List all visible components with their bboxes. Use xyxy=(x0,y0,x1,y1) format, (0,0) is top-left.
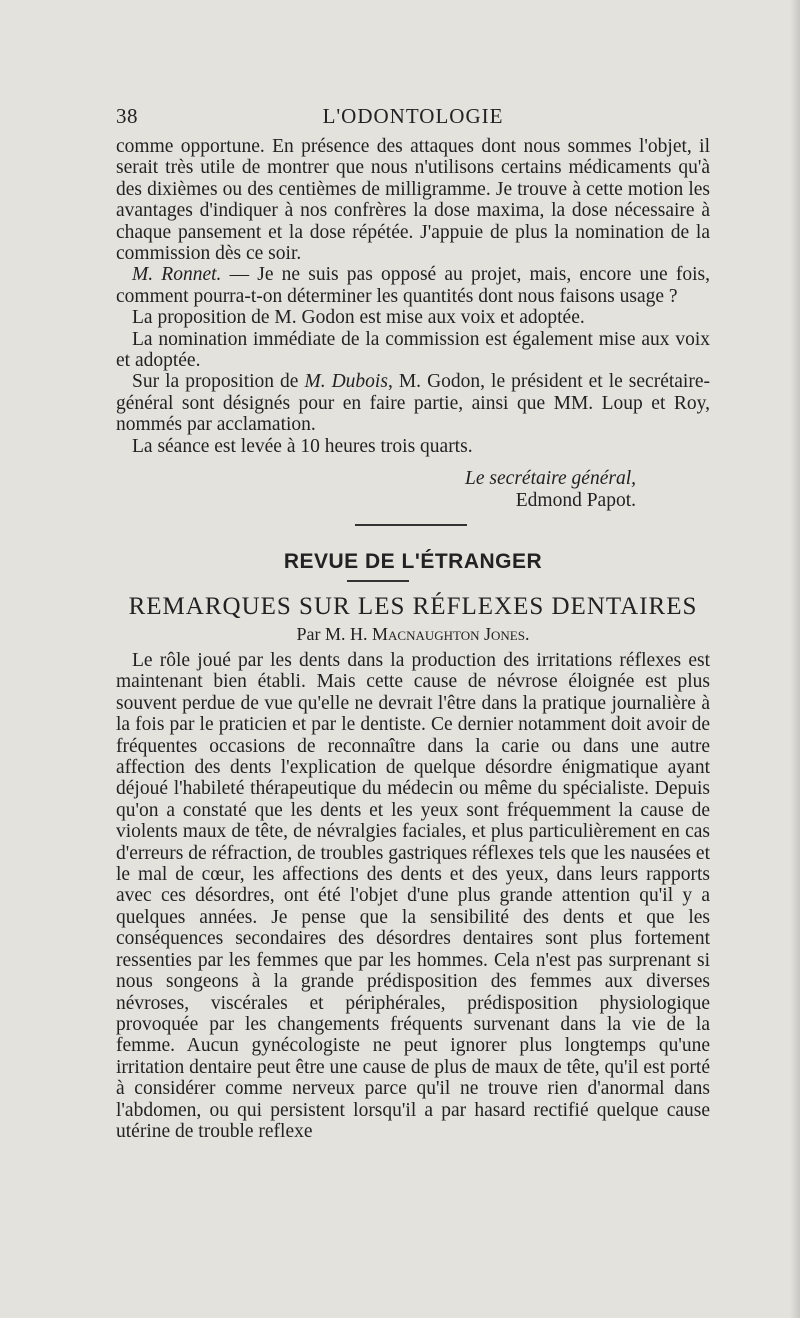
section-heading: REVUE DE L'ÉTRANGER xyxy=(283,550,543,573)
byline-prefix: Par M. H. xyxy=(296,624,373,644)
section-divider xyxy=(347,580,409,582)
signature-role: Le secrétaire général, xyxy=(465,468,636,489)
page-number: 38 xyxy=(116,104,138,128)
minutes-paragraph: La proposition de M. Godon est mise aux voix et adoptée. xyxy=(132,307,585,329)
speaker-name: M. Ronnet. xyxy=(132,264,222,286)
signature-name: Edmond Papot. xyxy=(515,490,636,511)
article-title: REMARQUES SUR LES RÉFLEXES DENTAIRES xyxy=(128,593,698,620)
article-paragraph: Le rôle joué par les dents dans la production des irritations réflexes est maintenant bien établi. Mais cette cause de névrose éloignée est plus souvent perdue de vue qu'elle ne devrait l'être dans la pratique journalière à la fois par le praticien et par le dentiste. Ce dernier notamment doit avoir de fréquentes occasions de reconnaître dans la carie ou dans une autre affection des dents l'explication de quelque désordre énigmatique ayant déjoué l'habileté thérapeutique du médecin ou même du spécialiste. Depuis qu'on a constaté que les dents et les yeux sont fréquemment la cause de violents maux de tête, de névralgies faciales, et plus particulièrement en cas d'erreurs de réfraction, de troubles gastriques réflexes tels que les nausées et le mal de cœur, les affections des dents et des yeux, dans leurs rapports avec ces désordres, ont été l'objet d'une plus grande attention qu'il y a quelques années. Je pense que la sensibilité des dents et que les conséquences secondaires des désordres dentaires sont plus fortement ressenties par les femmes que par les hommes. Cela n'est pas surprenant si nous songeons à la grande prédisposition des femmes aux diverses névroses, viscérales et périphérales, prédisposition physiologique provoquée par les changements fréquents survenant dans la vie de la femme. Aucun gynécologiste ne peut ignorer plus longtemps qu'une irritation dentaire peut être une cause de plus de maux de tête, qu'il est porté à considérer comme nerveux parce qu'il ne trouve rien d'anormal dans l'abdomen, ou qui persistent lorsqu'il a par hasard rectifié quelque cause utérine de trouble reflexe xyxy=(116,650,710,1142)
minutes-text: Sur la proposition de xyxy=(132,371,305,393)
proposer-name: M. Dubois xyxy=(304,371,388,393)
byline-author: Macnaughton Jones xyxy=(372,624,525,644)
section-divider xyxy=(355,524,467,526)
running-title: L'ODONTOLOGIE xyxy=(322,104,504,128)
byline-suffix: . xyxy=(524,624,530,644)
speaker-text: — Je ne suis pas opposé au projet, mais, encore une fois, comment pourra-t-on déterminer les quantités dont nous faisons usage ? xyxy=(116,264,710,307)
article-byline xyxy=(116,624,710,645)
minutes-paragraph: La séance est levée à 10 heures trois quarts. xyxy=(132,435,473,457)
page-header xyxy=(116,104,710,132)
minutes-paragraph: comme opportune. En présence des attaques dont nous sommes l'objet, il serait très utile de montrer que nous n'utilisons certains médicaments qu'à des dixièmes ou des centièmes de milligramme. Je trouve à cette motion les avantages d'indiquer à nos confrères la dose maxima, la dose nécessaire à chaque pansement et la dose répétée. J'appuie de plus la nomination de la commission dès ce soir. xyxy=(116,136,710,265)
meeting-minutes xyxy=(116,136,710,457)
article-body xyxy=(116,650,710,1142)
minutes-paragraph: La nomination immédiate de la commission est également mise aux voix et adoptée. xyxy=(116,328,710,372)
minutes-paragraph xyxy=(116,371,710,435)
minutes-paragraph xyxy=(116,264,710,307)
minutes-text: , M. Godon, le président et le secrétaire-général sont désignés pour en faire partie, ainsi que MM. Loup et Roy, nommés par acclamation. xyxy=(116,371,710,436)
